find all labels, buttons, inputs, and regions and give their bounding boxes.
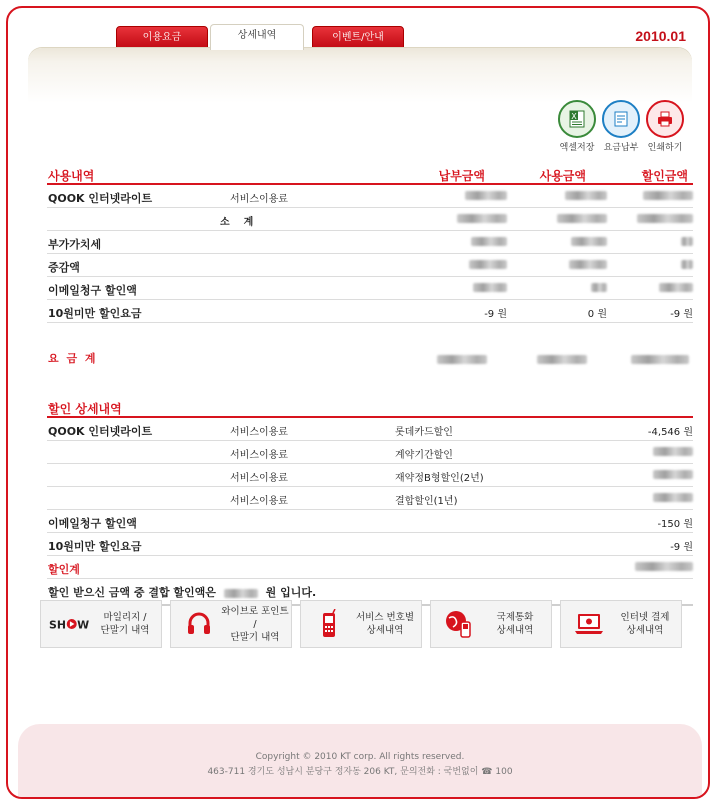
excel-save-label: 엑셀저장 (559, 143, 595, 153)
masked-value (653, 470, 693, 479)
international-call-link[interactable] (430, 600, 552, 648)
note-text: 할인 받으신 금액 중 결합 할인액은 (48, 586, 216, 599)
row-name: 이메일청구 할인액 (48, 284, 137, 297)
row-type: 서비스이용료 (230, 194, 288, 205)
row-name: 부가가치세 (48, 238, 102, 251)
row-name: QOOK 인터넷라이트 (48, 425, 153, 438)
excel-save-button[interactable] (554, 100, 600, 153)
masked-value (437, 355, 487, 364)
discount-section-title: 할인 상세내역 (48, 402, 122, 416)
link-label: 와이브로 포인트 / 단말기 내역 (221, 605, 289, 643)
table-row (47, 300, 693, 323)
row-type: 서비스이용료 (230, 473, 288, 484)
table-row (47, 185, 693, 208)
address-text: 463-711 경기도 성남시 분당구 정자동 206 KT, 문의전화 : 국번없이 ☎ 100 (207, 767, 513, 777)
pay-bill-icon (602, 100, 640, 138)
row-name: QOOK 인터넷라이트 (48, 192, 153, 205)
discount-amount: -150 원 (657, 519, 693, 530)
table-row (47, 254, 693, 277)
row-name: 10원미만 할인요금 (48, 540, 142, 553)
masked-value (537, 355, 587, 364)
headphones-icon (179, 612, 219, 636)
table-row (47, 231, 693, 254)
masked-value (471, 237, 507, 246)
bill-frame (6, 6, 710, 799)
masked-value (681, 237, 693, 246)
row-type: 서비스이용료 (230, 427, 288, 438)
subtotal-label: 소 계 (220, 217, 254, 228)
table-row (47, 510, 693, 533)
masked-value (681, 260, 693, 269)
row-name: 10원미만 할인요금 (48, 307, 142, 320)
table-row (47, 418, 693, 441)
col-discount-amount: 할인금액 (641, 169, 688, 183)
masked-value (565, 191, 607, 200)
usage-section-title: 사용내역 (48, 169, 95, 183)
table-row (47, 277, 693, 300)
total-label: 요 금 계 (48, 352, 98, 365)
link-label: 서비스 번호별 상세내역 (355, 612, 415, 636)
tab-event-info[interactable]: 이벤트/안내 (312, 26, 404, 48)
wibro-point-link[interactable] (170, 600, 292, 648)
excel-icon (558, 100, 596, 138)
svg-text:SH: SH (49, 618, 66, 632)
masked-value (224, 589, 258, 598)
masked-value (557, 214, 607, 223)
use-amount: 0 원 (587, 309, 607, 320)
masked-value (469, 260, 507, 269)
tab-usage-fee[interactable]: 이용요금 (116, 26, 208, 48)
print-label: 인쇄하기 (647, 143, 683, 153)
copyright-text: Copyright © 2010 KT corp. All rights reserved. (255, 752, 465, 762)
pay-bill-button[interactable] (598, 100, 644, 153)
internet-payment-link[interactable] (560, 600, 682, 648)
masked-value (631, 355, 689, 364)
row-type: 서비스이용료 (230, 496, 288, 507)
table-row (47, 533, 693, 556)
print-button[interactable] (642, 100, 688, 153)
table-row (47, 556, 693, 579)
laptop-payment-icon (569, 611, 609, 637)
row-detail: 계약기간할인 (395, 450, 453, 461)
masked-value (637, 214, 693, 223)
masked-value (635, 562, 693, 571)
link-label: 마일리지 / 단말기 내역 (100, 612, 150, 636)
discount-total-label: 할인계 (48, 563, 80, 576)
tab-detail[interactable]: 상세내역 (210, 24, 304, 50)
row-type: 서비스이용료 (230, 450, 288, 461)
show-logo-icon (49, 616, 89, 632)
masked-value (457, 214, 507, 223)
table-row (47, 464, 693, 487)
discount-amount: -9 원 (670, 309, 693, 320)
col-use-amount: 사용금액 (539, 169, 586, 183)
link-label: 인터넷 결제 상세내역 (620, 612, 670, 636)
note-text-end: 원 입니다. (265, 586, 317, 599)
row-name: 증감액 (48, 261, 80, 274)
row-name: 이메일청구 할인액 (48, 517, 137, 530)
masked-value (571, 237, 607, 246)
link-label: 국제통화 상세내역 (496, 612, 534, 636)
mobile-phone-icon (309, 609, 349, 639)
svg-text:X: X (571, 112, 577, 121)
masked-value (643, 191, 693, 200)
mileage-device-link[interactable] (40, 600, 162, 648)
table-row (47, 441, 693, 464)
pay-bill-label: 요금납부 (603, 143, 639, 153)
row-detail: 롯데카드할인 (395, 427, 453, 438)
table-row (47, 487, 693, 510)
svg-text:W: W (77, 618, 89, 632)
bundle-discount-note (48, 584, 316, 600)
discount-amount: -9 원 (670, 542, 693, 553)
billing-period: 2010.01 (635, 28, 686, 44)
masked-value (591, 283, 607, 292)
masked-value (569, 260, 607, 269)
masked-value (473, 283, 507, 292)
detail-panel (28, 48, 692, 788)
printer-icon (646, 100, 684, 138)
masked-value (465, 191, 507, 200)
masked-value (659, 283, 693, 292)
footer (18, 724, 702, 799)
discount-amount: -4,546 원 (647, 427, 693, 438)
row-detail: 재약정B형할인(2년) (395, 473, 484, 484)
globe-phone-icon (439, 609, 479, 639)
table-row (47, 208, 693, 231)
row-detail: 결합할인(1년) (395, 496, 458, 507)
service-number-link[interactable] (300, 600, 422, 648)
pay-amount: -9 원 (484, 309, 507, 320)
col-pay-amount: 납부금액 (438, 169, 485, 183)
masked-value (653, 493, 693, 502)
masked-value (653, 447, 693, 456)
